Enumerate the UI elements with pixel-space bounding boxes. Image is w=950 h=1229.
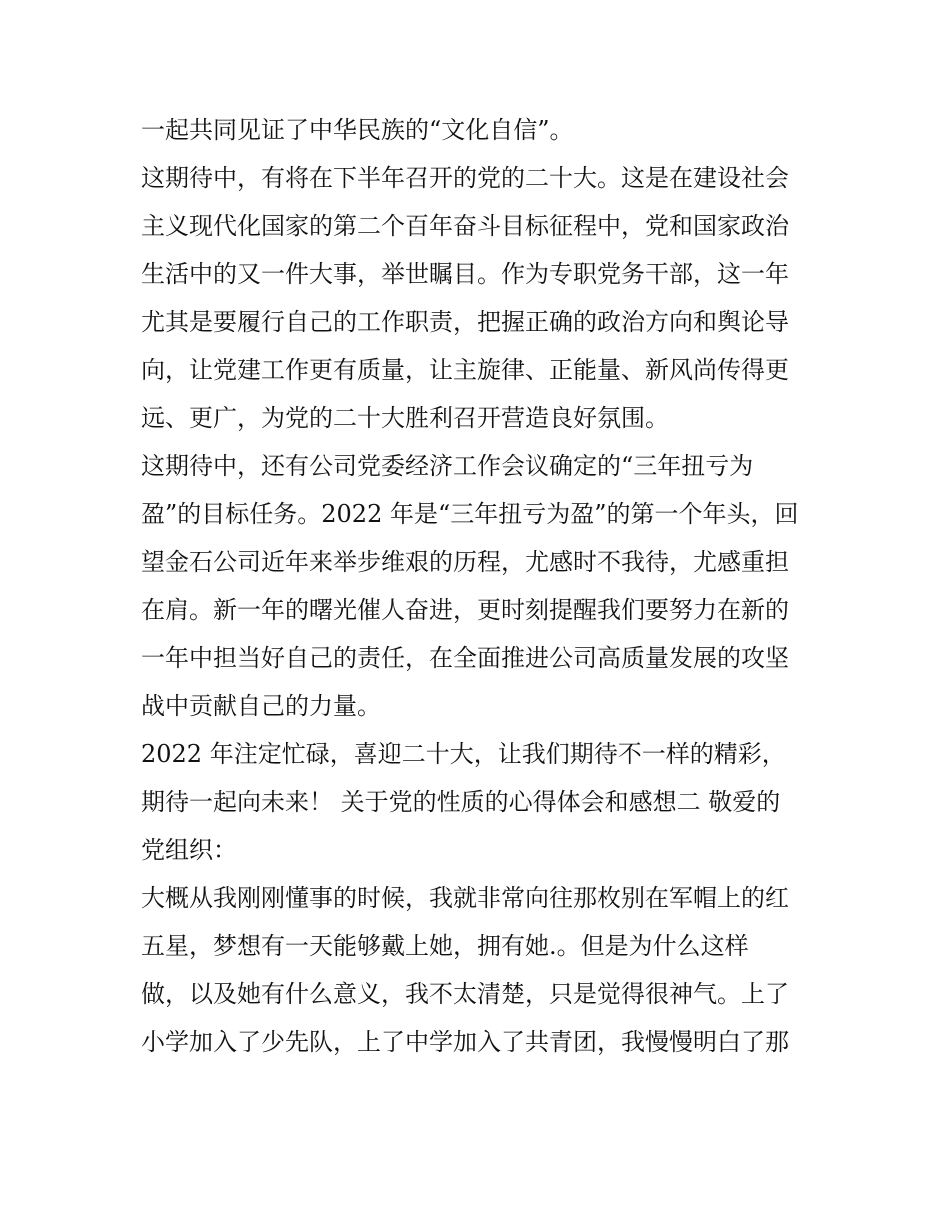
text-line-15: 期待一起向未来！ 关于党的性质的心得体会和感想二 敬爱的 — [141, 788, 781, 816]
text-line-18: 五星，梦想有一天能够戴上她，拥有她.。但是为什么这样 — [141, 932, 749, 960]
text-line-16: 党组织： — [141, 836, 237, 864]
text-line-8: 这期待中，还有公司党委经济工作会议确定的“三年扭亏为 — [141, 452, 754, 480]
text-line-5: 尤其是要履行自己的工作职责，把握正确的政治方向和舆论导 — [141, 308, 789, 336]
text-line-11: 在肩。新一年的曙光催人奋进，更时刻提醒我们要努力在新的 — [141, 596, 789, 624]
text-line-14: 2022 年注定忙碌，喜迎二十大，让我们期待不一样的精彩， — [141, 740, 786, 768]
text-line-12: 一年中担当好自己的责任，在全面推进公司高质量发展的攻坚 — [141, 644, 789, 672]
text-line-10: 望金石公司近年来举步维艰的历程，尤感时不我待，尤感重担 — [141, 548, 789, 576]
text-line-4: 生活中的又一件大事，举世瞩目。作为专职党务干部，这一年 — [141, 260, 789, 288]
text-line-17: 大概从我刚刚懂事的时候，我就非常向往那枚别在军帽上的红 — [141, 884, 789, 912]
text-line-3: 主义现代化国家的第二个百年奋斗目标征程中，党和国家政治 — [141, 212, 789, 240]
document-body-text — [141, 106, 831, 1066]
text-line-13: 战中贡献自己的力量。 — [141, 692, 381, 720]
text-line-19: 做，以及她有什么意义，我不太清楚，只是觉得很神气。上了 — [141, 980, 789, 1008]
text-line-20: 小学加入了少先队，上了中学加入了共青团，我慢慢明白了那 — [141, 1028, 789, 1056]
text-line-2: 这期待中，有将在下半年召开的党的二十大。这是在建设社会 — [141, 164, 789, 192]
text-line-7: 远、更广，为党的二十大胜利召开营造良好氛围。 — [141, 404, 669, 432]
text-line-6: 向，让党建工作更有质量，让主旋律、正能量、新风尚传得更 — [141, 356, 789, 384]
text-line-1: 一起共同见证了中华民族的“文化自信”。 — [141, 116, 574, 144]
text-line-9: 盈”的目标任务。2022 年是“三年扭亏为盈”的第一个年头，回 — [141, 500, 799, 528]
